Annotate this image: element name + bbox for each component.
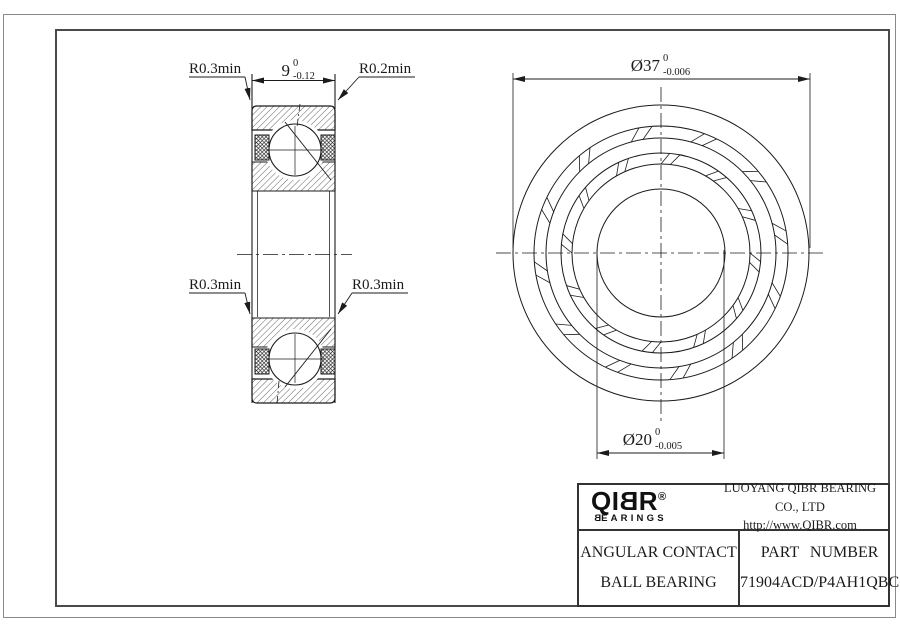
radius-label-mid-right: R0.3min: [352, 277, 405, 293]
part-number-value: 71904ACD/P4AH1QBC: [740, 574, 900, 591]
svg-text:9: 9: [281, 61, 290, 80]
company-website: http://www.QIBR.com: [743, 518, 857, 533]
radius-label-top-right: R0.2min: [359, 61, 412, 77]
svg-text:-0.12: -0.12: [293, 71, 315, 82]
logo-mirrored-b: B: [619, 485, 639, 516]
svg-text:Ø37: Ø37: [630, 56, 660, 75]
logo-part1: QI: [591, 485, 620, 516]
brand-logo-subtext: BEARINGS: [591, 513, 667, 525]
brand-logo-text: [591, 485, 712, 516]
svg-text:0: 0: [663, 53, 669, 64]
title-block: [577, 480, 900, 607]
svg-text:Ø20: Ø20: [622, 430, 652, 449]
company-name: LUOYANG QIBR BEARING CO., LTD: [723, 480, 877, 514]
registered-mark: ®: [658, 490, 667, 503]
bore-diameter-text: [623, 427, 682, 452]
radius-label-top-left: R0.3min: [189, 61, 242, 77]
svg-text:0: 0: [293, 58, 299, 69]
title-block-header-row: [579, 480, 888, 533]
product-name-line2: BALL BEARING: [600, 574, 717, 591]
svg-text:-0.006: -0.006: [663, 67, 691, 78]
dimension-outer-diameter: [513, 73, 810, 248]
part-number-cell: [740, 531, 899, 605]
radius-label-mid-left: R0.3min: [189, 277, 242, 293]
title-block-detail-row: [579, 531, 900, 605]
part-number-label: PART NUMBER: [760, 544, 879, 562]
logo-part3: R: [638, 485, 659, 516]
product-name-line1: ANGULAR CONTACT: [580, 544, 737, 562]
dimension-bore-diameter: [597, 250, 724, 459]
width-dimension-text: [282, 58, 315, 82]
section-view: [189, 74, 415, 404]
svg-text:-0.005: -0.005: [655, 441, 683, 452]
brand-logo: [579, 485, 712, 529]
product-name-cell: [579, 531, 740, 605]
svg-text:0: 0: [655, 427, 661, 438]
outer-diameter-text: [631, 53, 690, 78]
company-info: [712, 480, 888, 533]
